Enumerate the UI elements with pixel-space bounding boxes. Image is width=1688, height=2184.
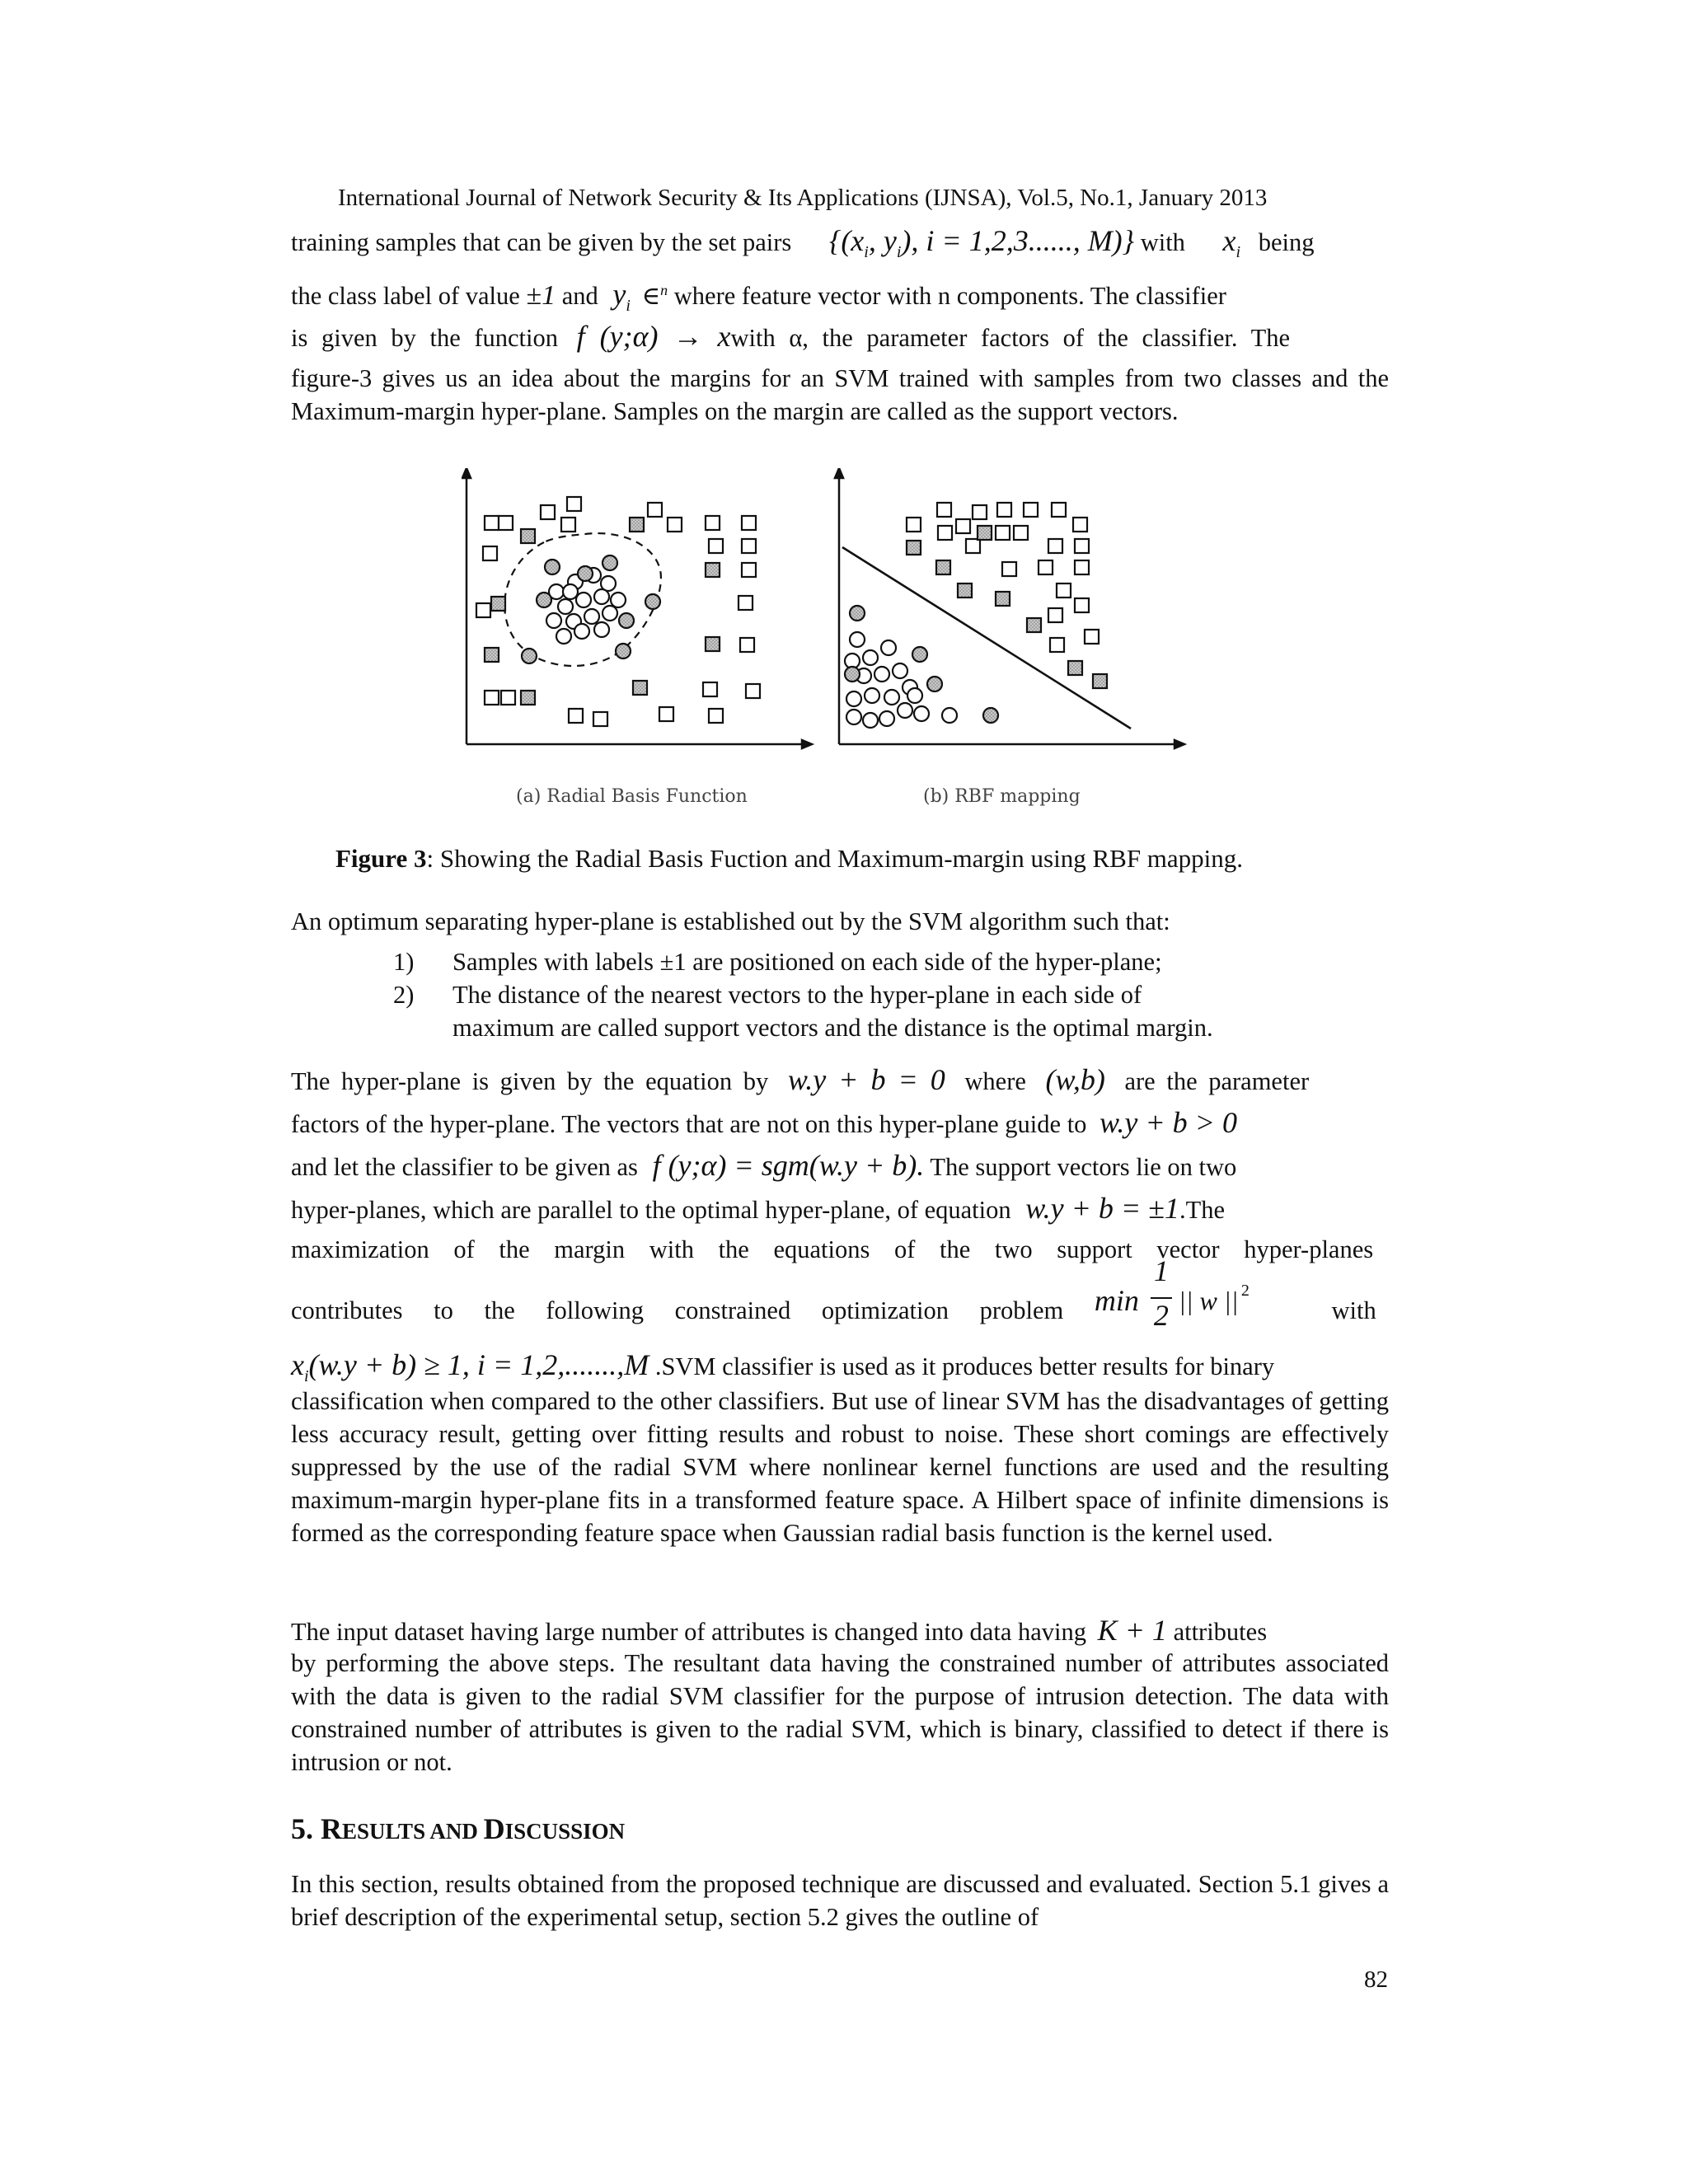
list-item: maximum are called support vectors and the distance is the optimal margin. <box>452 1014 1213 1042</box>
paragraph-1-line-3: is given by the function f (y;α) → xwith α, the parameter factors of the classifier. The <box>291 320 1291 353</box>
paragraph-3-line-3: and let the classifier to be given as f (y;α) = sgm(w.y + b). The support vectors lie on two <box>291 1149 1237 1182</box>
panel-b-label: (b) RBF mapping <box>923 786 1081 807</box>
figure-3-image <box>462 468 1203 814</box>
panel-a-squares <box>476 497 760 726</box>
figure-caption-label: Figure 3 <box>335 844 427 873</box>
paragraph-3-rest: classification when compared to the other classifiers. But use of linear SVM has the disadvantages of getting less accuracy result, getting over fitting results and robust to noise. These short comings are effectively suppressed by the use of the radial SVM where nonlinear kernel functions are used and the resulting maximum-margin hyper-plane fits in a transformed feature space. A Hilbert space of infinite dimensions is formed as the corresponding feature space when Gaussian radial basis function is the kernel used. <box>291 1387 1389 1547</box>
paragraph-3-line-1: The hyper-plane is given by the equation by w.y + b = 0 where (w,b) are the parameter <box>291 1063 1310 1096</box>
panel-a-label: (a) Radial Basis Function <box>516 786 748 807</box>
paragraph-3-line-2: factors of the hyper-plane. The vectors that are not on this hyper-plane guide to w.y + b > 0 <box>291 1106 1237 1139</box>
figure-caption: Figure 3: Showing the Radial Basis Fuction and Maximum-margin using RBF mapping. <box>335 844 1244 873</box>
paragraph-3-line-5: maximization of the margin with the equations of the two support vector hyper-planes <box>291 1235 1374 1263</box>
paragraph-1-line-2: the class label of value ±1 and $y_i$ ∈$^n$ where feature vector with n components. The classifier <box>291 278 1226 316</box>
paragraph-1-line-1: training samples that can be given by the set pairs {($x_i$, $y_i$), i = 1,2,3......, M)} with $x_i$ being <box>291 224 1315 262</box>
page-number: 82 <box>1364 1966 1388 1993</box>
paragraph-5: In this section, results obtained from the proposed technique are discussed and evaluated. Section 5.1 gives a brief description of the experimental setup, section 5.2 gives the outline of <box>291 1870 1389 1931</box>
paragraph-4-line-1: The input dataset having large number of attributes is changed into data having K + 1 attributes <box>291 1614 1268 1647</box>
paragraph-4-rest: by performing the above steps. The resultant data having the constrained number of attributes associated with the data is given to the radial SVM classifier for the purpose of intrusion detection. The data with constrained number of attributes is given to the radial SVM, which is binary, classified to detect if there is intrusion or not. <box>291 1649 1389 1776</box>
section-heading: 5. RESULTS AND DISCUSSION <box>291 1812 626 1845</box>
optimization-expression: min 1 2 || w || 2 <box>1094 1254 1250 1332</box>
panel-b-squares <box>907 503 1099 652</box>
paragraph-1-rest: figure-3 gives us an idea about the margins for an SVM trained with samples from two classes and the Maximum-margin hyper-plane. Samples on the margin are called as the support vectors. <box>291 364 1389 425</box>
panel-a-axes <box>462 468 812 748</box>
paragraph-2: An optimum separating hyper-plane is established out by the SVM algorithm such that: <box>291 907 1170 935</box>
list-item: 2) The distance of the nearest vectors to the hyper-plane in each side of <box>393 981 1142 1009</box>
paragraph-3-line-7: $x_i(w.y + b) \ge 1$, i = 1,2,.......,M .SVM classifier is used as it produces better results for binary <box>291 1348 1275 1386</box>
running-header: International Journal of Network Security & Its Applications (IJNSA), Vol.5, No.1, January 2013 <box>338 185 1268 211</box>
paragraph-3-line-4: hyper-planes, which are parallel to the optimal hyper-plane, of equation w.y + b = ±1.The <box>291 1192 1225 1225</box>
paragraph-3-line-6: contributes to the following constrained optimization problem min 1 2 || w || 2 with <box>291 1254 1376 1332</box>
list-item: 1) Samples with labels ±1 are positioned on each side of the hyper-plane; <box>393 948 1162 976</box>
figure-3 <box>462 468 1203 818</box>
